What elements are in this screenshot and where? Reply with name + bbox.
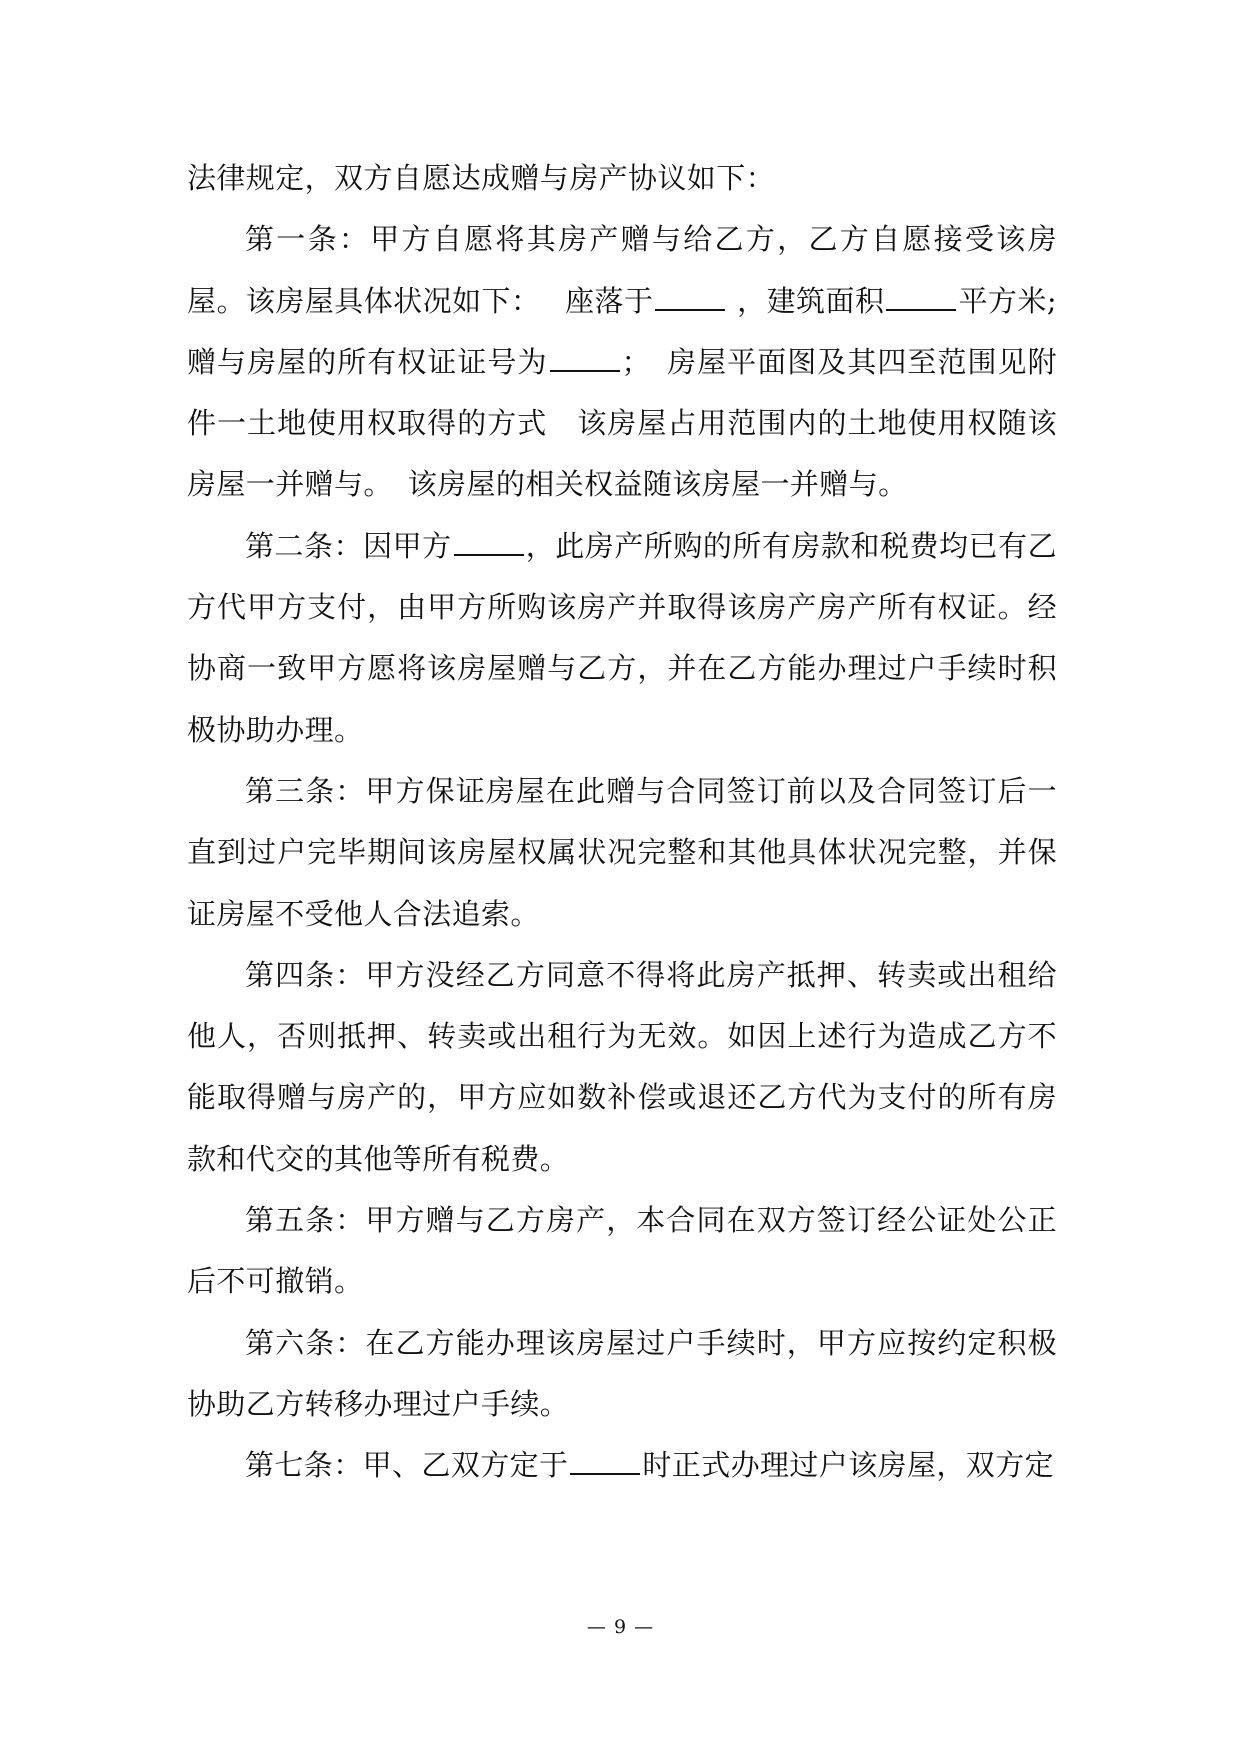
- intro-text: 法律规定，双方自愿达成赠与房产协议如下：: [187, 161, 776, 195]
- article-4: [187, 945, 1057, 1190]
- blank-certificate-number: [550, 346, 620, 372]
- article-1-text-d: ； 房屋平面图及其四至范围见附件一土地使用权取得的方式 该房屋占用范围内的土地使用权随该房屋一并赠与。 该房屋的相关权益随该房屋一并赠与。: [187, 344, 1057, 502]
- article-3-text: 第三条：甲方保证房屋在此赠与合同签订前以及合同签订后一直到过户完毕期间该房屋权属状况完整和其他具体状况完整，并保证房屋不受他人合法追索。: [187, 773, 1057, 931]
- page-number: — 9 —: [586, 1616, 655, 1638]
- article-2-text-b: ，此房产所购的所有房款和税费均已有乙方代甲方支付，由甲方所购该房产并取得该房产房产所有权证。经协商一致甲方愿将该房屋赠与乙方，并在乙方能办理过户手续时积极协助办理。: [187, 528, 1057, 747]
- article-2-text-a: 第二条：因甲方: [245, 528, 452, 563]
- article-3: [187, 761, 1057, 945]
- article-4-text: 第四条：甲方没经乙方同意不得将此房产抵押、转卖或出租给他人，否则抵押、转卖或出租行为无效。如因上述行为造成乙方不能取得赠与房产的，甲方应如数补偿或退还乙方代为支付的所有房款和代交的其他等所有税费。: [187, 957, 1057, 1176]
- article-7: [187, 1435, 1057, 1496]
- document-body: [187, 148, 1087, 1497]
- article-5-text: 第五条：甲方赠与乙方房产，本合同在双方签订经公证处公正后不可撤销。: [187, 1203, 1057, 1299]
- blank-reason: [454, 530, 524, 556]
- article-1: [187, 209, 1087, 515]
- article-7-text-b: 时正式办理过户该房屋，双方定: [642, 1448, 1055, 1483]
- article-1-text-a: 第一条：甲方自愿将其房产赠与给乙方，乙方自愿接受该房屋。该房屋具体状况如下： 座落于: [187, 222, 1057, 318]
- article-7-text-a: 第七条：甲、乙双方定于: [245, 1448, 569, 1483]
- blank-date: [570, 1449, 640, 1475]
- article-5: [187, 1190, 1057, 1313]
- article-1-text-b: ，建筑面积: [727, 283, 885, 318]
- article-6: [187, 1313, 1057, 1436]
- article-6-text: 第六条：在乙方能办理该房屋过户手续时，甲方应按约定积极协助乙方转移办理过户手续。: [187, 1325, 1057, 1421]
- blank-location: [655, 285, 725, 311]
- article-1-text-c: 平方米; 赠与房屋的所有权证证号为: [187, 283, 1087, 379]
- article-2: [187, 516, 1057, 761]
- blank-area: [886, 285, 956, 311]
- paragraph-intro: [187, 148, 1057, 209]
